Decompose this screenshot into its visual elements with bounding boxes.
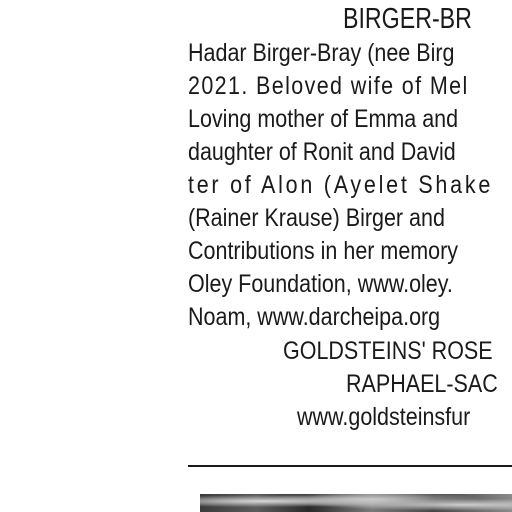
photo	[200, 494, 512, 512]
obituary-text-line: Loving mother of Emma and	[188, 105, 459, 133]
obituary-notice	[188, 0, 512, 512]
obituary-text-line: Oley Foundation, www.oley.	[188, 270, 453, 298]
obituary-headline: BIRGER-BR	[343, 3, 472, 35]
obituary-text-line: ter of Alon (Ayelet Shake	[188, 171, 494, 199]
section-divider	[188, 465, 512, 467]
obituary-text-line: Hadar Birger-Bray (nee Birg	[188, 39, 455, 67]
funeral-home-website: www.goldsteinsfur	[297, 403, 471, 431]
obituary-text-line: daughter of Ronit and David	[188, 138, 456, 166]
funeral-home-name: GOLDSTEINS' ROSE	[283, 337, 493, 365]
obituary-text-line: Contributions in her memory	[188, 237, 459, 265]
obituary-text-line: 2021. Beloved wife of Mel	[188, 72, 469, 100]
obituary-text-line: Noam, www.darcheipa.org	[188, 303, 441, 331]
obituary-text-line: (Rainer Krause) Birger and	[188, 204, 445, 232]
funeral-home-location: RAPHAEL-SAC	[346, 370, 498, 398]
